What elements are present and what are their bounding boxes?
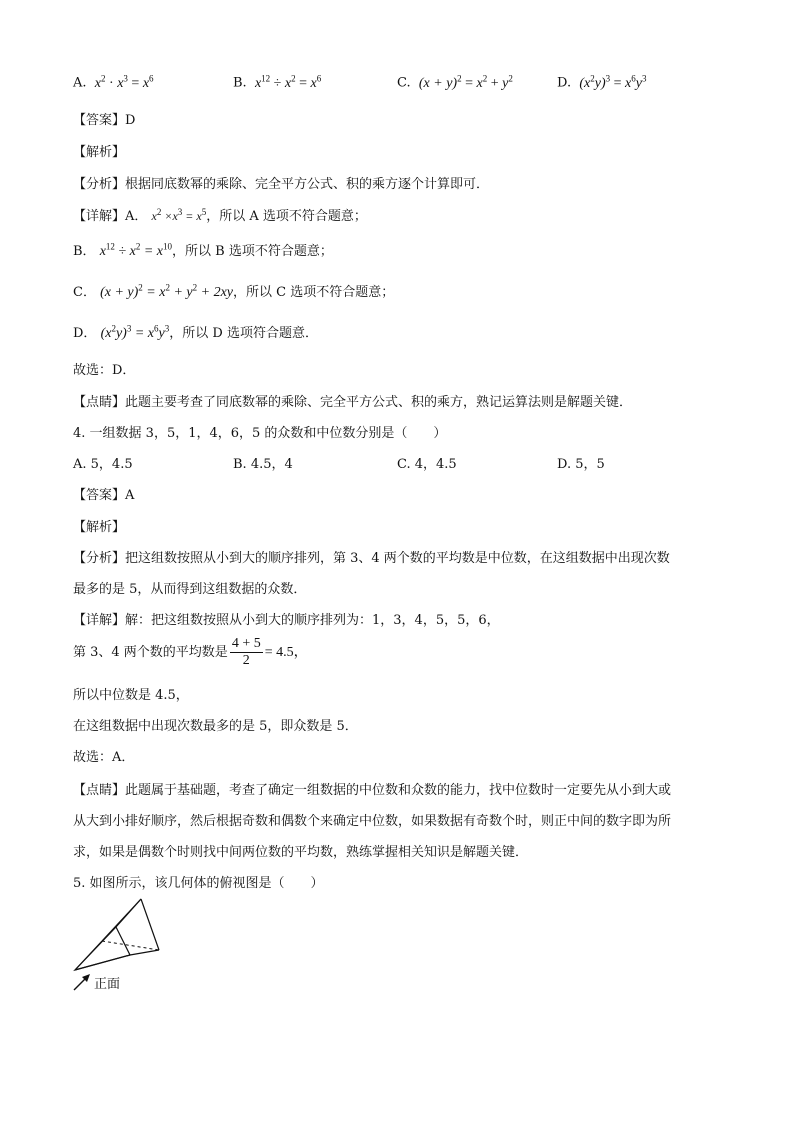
triangular-prism-figure [66, 894, 176, 994]
prism-front-face [75, 927, 130, 970]
q3-option-d: D. $(x^2y)^3 = x^6y^3$ [557, 73, 647, 91]
q4-choose: 故选：A． [73, 750, 135, 765]
q4-dianjing-line-3: 求，如果是偶数个时则找中间两位数的平均数，熟练掌握相关知识是解题关键． [73, 845, 529, 860]
fraction: $\frac{4 + 5}{2}$ [231, 636, 261, 668]
q4-option-b: B. 4.5，4 [233, 457, 293, 472]
q3-detail-a: 【详解】A． $x^2 \times x^3 = x^5$，所以 A 选项不符合题意； [73, 207, 367, 224]
q3-option-c-formula: $(x + y)^2 = x^2 + y^2$ [418, 73, 513, 91]
q3-option-a: A. $x^2 \cdot x^3 = x^6$ [73, 73, 154, 91]
front-label: 正面 [94, 977, 121, 992]
prism-bottom-right-edge [130, 950, 159, 955]
q4-option-c: C. 4，4.5 [397, 457, 457, 472]
q4-dianjing-line-1: 【点睛】此题属于基础题，考查了确定一组数据的中位数和众数的能力，找中位数时一定要先从小到大或 [73, 783, 672, 798]
q4-detail-1: 【详解】解：把这组数按照从小到大的顺序排列为：1，3，4，5，5，6， [73, 613, 500, 628]
prism-left-edge [75, 941, 102, 970]
q3-detail-b: B． $x^{12} \div x^2 = x^{10}$，所以 B 选项不符合题意； [73, 241, 333, 259]
q4-detail-4: 在这组数据中出现次数最多的是 5，即众数是 5． [73, 719, 358, 734]
prism-hidden-edge [102, 941, 159, 950]
q4-analysis-line-1: 【分析】把这组数按照从小到大的顺序排列，第 3、4 两个数的平均数是中位数，在这组数据中出现次数 [73, 551, 670, 566]
q3-option-b-formula: $x^{12} \div x^2 = x^6$ [254, 73, 322, 91]
q3-dianjing: 【点睛】此题主要考查了同底数幂的乘除、完全平方公式、积的乘方，熟记运算法则是解题关键． [73, 395, 633, 410]
prism-back-top-edge [102, 899, 141, 941]
q4-analysis-line-2: 最多的是 5，从而得到这组数据的众数． [73, 582, 307, 597]
q3-detail-d: D． $(x^2y)^3 = x^6y^3$，所以 D 选项符合题意． [73, 323, 318, 341]
q3-choose: 故选：D． [73, 363, 136, 378]
q3-option-b: B. $x^{12} \div x^2 = x^6$ [233, 73, 322, 91]
q3-option-d-formula: $(x^2y)^3 = x^6y^3$ [579, 73, 647, 91]
prism-front-bottom-edge [75, 955, 130, 970]
q3-detail-c: C． $(x + y)^2 = x^2 + y^2 + 2xy$，所以 C 选项不符合题意； [73, 282, 395, 300]
q4-answer: 【答案】A [73, 488, 135, 503]
q4-option-d: D. 5，5 [557, 457, 605, 472]
q5-question: 5. 如图所示，该几何体的俯视图是（ ） [73, 876, 324, 891]
q4-dianjing-line-2: 从大到小排好顺序，然后根据奇数和偶数个来确定中位数，如果数据有奇数个时，则正中间的数字即为所 [73, 814, 672, 829]
q3-answer: 【答案】D [73, 113, 136, 128]
q3-jiexi-heading: 【解析】 [73, 145, 126, 160]
q4-detail-2: 第 3、4 两个数的平均数是 $\frac{4 + 5}{2}$ = 4.5， [73, 636, 308, 668]
q4-option-a: A. 5，4.5 [73, 457, 133, 472]
q4-detail-3: 所以中位数是 4.5， [73, 688, 189, 703]
q3-option-a-formula: $x^2 \cdot x^3 = x^6$ [94, 73, 154, 91]
prism-back-right-edge [141, 899, 159, 950]
q3-analysis: 【分析】根据同底数幂的乘除、完全平方公式、积的乘方逐个计算即可． [73, 177, 490, 192]
q3-option-c: C. $(x + y)^2 = x^2 + y^2$ [397, 73, 513, 91]
q4-jiexi-heading: 【解析】 [73, 520, 126, 535]
q4-question: 4. 一组数据 3，5，1，4，6，5 的众数和中位数分别是（ ） [73, 426, 447, 441]
